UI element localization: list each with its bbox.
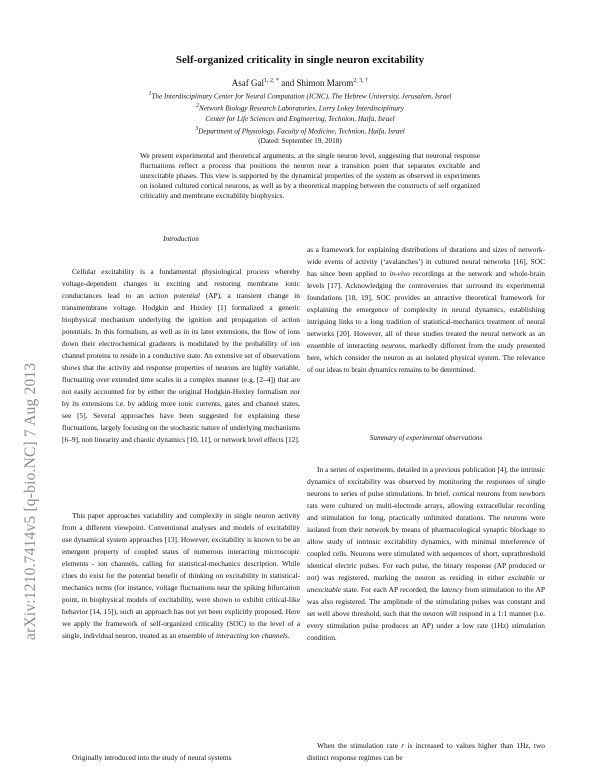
text-run: recordings at the network and whole-brain levels [17]. Acknowledging the controversies that surround its experimental foundations [18, 19], SOC provides an attractive theoretical framework for explaining the emergence of complexity in neural dynamics, establishing intriguing links to a long tradition of statistical-mechanics treatment of neural networks [20]. However, all of these studies treated the neural network as an ensemble of interacting bbox=[307, 269, 545, 350]
emphasis: unexcitable bbox=[307, 585, 342, 594]
text-run: or bbox=[534, 573, 545, 582]
emphasis: interacting ion channels bbox=[215, 631, 288, 640]
emphasis: r bbox=[401, 741, 405, 750]
affiliation-2-cont: Center for Life Sciences and Engineering, Technion, Haifa, Israel bbox=[205, 114, 395, 123]
right-paragraph-3 bbox=[307, 740, 545, 764]
affiliations bbox=[0, 89, 600, 146]
affiliation-marker: 1 bbox=[148, 91, 152, 97]
affiliation-text: Department of Physiology, Faculty of Medicine, Technion, Haifa, Israel bbox=[198, 127, 405, 136]
date-line: (Dated: September 19, 2018) bbox=[258, 137, 342, 146]
text-run: is increased to values higher than 1Hz, two distinct response regimes can be bbox=[307, 741, 545, 762]
section-heading-introduction: Introduction bbox=[163, 235, 199, 243]
author-affiliation-marker: 1, 2, * bbox=[263, 78, 279, 84]
text-run: state. For each AP recorded, the bbox=[341, 585, 442, 594]
text-run: (AP), a transient change in transmembrane voltage. Hodgkin and Huxley [1] formalized a generic biophysical mechanism underlying the ignition and propagation of action potentials. In this formalism, as well as in its later extensions, the flow of ions down their electrochemical gradients is modulated by the probability of ion channel proteins to reside in a conductive state. An extensive set of observations shows that the activity and response properties of neurons are highly variable, fluctuating over extended time scales in a complex manner (e.g. [2–4]) that are not easily accounted for by either the original Hodgkin-Huxley formalism nor by its extensions i.e. by adding more ionic currents, gates and channel states, see [5]. Several approaches have been suggested for explaining these fluctuations, largely focusing on the stochastic nature of underlying mechanisms [6–9], non linearity and chaotic dynamics [10, 11], or network level effects [12]. bbox=[62, 291, 300, 444]
text-run: , markedly different from the study presented here, which consider the neuron as an isolated physical system. The relevance of our ideas to brain dynamics remains to be determined. bbox=[307, 341, 545, 374]
abstract: We present experimental and theoretical arguments, at the single neuron level, suggesting that neuronal response fluctuations reflect a process that positions the neuron near a transition point that separates excitable and unexcitable phases. This view is supported by the dynamical properties of the system as observed in experiments on isolated cultured cortical neurons, as well as by a theoretical mapping between the constructs of self organized criticality and membrane excitability biophysics. bbox=[140, 151, 480, 201]
affiliation-3 bbox=[0, 124, 600, 136]
affiliation-text: The Interdisciplinary Center for Neural Computation (ICNC), The Hebrew University, Jerusalem, Israel bbox=[151, 92, 452, 101]
affiliation-2 bbox=[0, 101, 600, 113]
text-run: When the stimulation rate bbox=[317, 741, 402, 750]
arxiv-identifier: arXiv:1210.7414v5 [q-bio.NC] 7 Aug 2013 bbox=[22, 362, 39, 640]
author-conjunction: and bbox=[281, 78, 295, 88]
affiliation-1 bbox=[0, 89, 600, 101]
affiliation-marker: 3 bbox=[195, 125, 199, 132]
intro-paragraph-3: Originally introduced into the study of neural systems bbox=[72, 753, 232, 762]
text-run: In a series of experiments, detailed in a previous publication [4], the intrinsic dynamics of excitability was observed by monitoring the responses of single neurons to series of pulse stimulations. In brief, cortical neurons from newborn rats were cultured on multi-electrode arrays, allowing extracellular recording and stimulation for long, practically unlimited durations. The neurons were isolated from their network by means of pharmacological synaptic blockage to allow study of intrinsic excitability dynamics, with minimal interference of coupled cells. Neurons were stimulated with sequences of short, suprathreshold identical electric pulses. For each pulse, the binary response (AP produced or not) was registered, marking the neuron as residing in either bbox=[307, 465, 545, 582]
text-run: as a framework for explaining distributions of durations and sizes of network-wide events of activity (‘avalanches’) in cultured neural networks [16], SOC has since been applied to bbox=[307, 245, 545, 278]
right-paragraph-1 bbox=[307, 244, 545, 376]
text-run: This paper approaches variability and complexity in single neuron activity from a different viewpoint. Conventional analyses and models of excitability use dynamical system approaches [13]. However, excitability is known to be an emergent property of coupled states of numerous interacting microscopic elements - ion channels, calling for statistical-mechanics description. While clues do exist for the potential benefit of thinking on excitability in statistical-mechanics terms (for instance, voltage fluctuations near the spiking bifurcation point, in biophysical models of excitability, were shown to exhibit critical-like behavior [14, 15]), such an approach has not yet been explicitly proposed. Here we apply the framework of self-organized criticality (SOC) to the level of a single, individual neuron, treated as an ensemble of bbox=[62, 511, 300, 640]
text-run: Cellular excitability is a fundamental physiological process whereby voltage-dependent changes in exciting and restoring membrane ionic conductances lead to an bbox=[62, 267, 300, 300]
emphasis: in-vivo bbox=[389, 269, 410, 278]
emphasis: latency bbox=[441, 585, 463, 594]
author-name: Shimon Marom bbox=[296, 78, 354, 88]
author-name: Asaf Gal bbox=[231, 78, 264, 88]
author-affiliation-marker: 2, 3, † bbox=[353, 78, 369, 84]
author-line bbox=[0, 78, 600, 88]
emphasis: excitable bbox=[508, 573, 535, 582]
emphasis: neurons bbox=[381, 341, 405, 350]
right-paragraph-2 bbox=[307, 464, 545, 644]
intro-paragraph-1 bbox=[62, 266, 300, 446]
intro-paragraph-2 bbox=[62, 510, 300, 642]
emphasis: action potential bbox=[149, 291, 200, 300]
text-run: . bbox=[287, 631, 290, 640]
text-run: from stimulation to the AP was also registered. The amplitude of the stimulating pulses was constant and set well above threshold, such that the neuron will respond in a 1:1 manner (i.e. every stimulation pulse produces an AP) under a low rate (1Hz) stimulation condition. bbox=[307, 585, 545, 642]
section-heading-summary: Summary of experimental observations bbox=[369, 434, 483, 442]
affiliation-text: Network Biology Research Laboratories, Lorry Lokey Interdisciplinary bbox=[199, 104, 404, 113]
paper-title: Self-organized criticality in single neuron excitability bbox=[175, 54, 425, 66]
affiliation-marker: 2 bbox=[196, 103, 200, 110]
